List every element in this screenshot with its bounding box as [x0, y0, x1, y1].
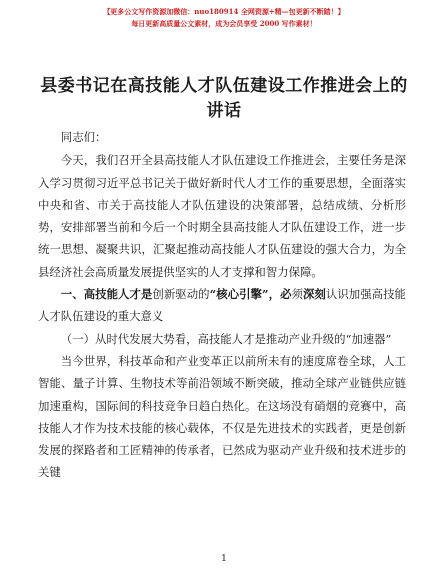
section-heading-part: 一、高技能人才是 [60, 287, 153, 302]
promo-banner-line-2: 每日更新高质量公文素材，成为会员享受 2000 写作素材！ [131, 19, 317, 28]
paragraph-intro: 今天，我们召开全县高技能人才队伍建设工作推进会，主要任务是深入学习贯彻习近平总书记关于做好新时代人才工作的重要思想，全面落实中央和省、市关于高技能人才队伍建设的决策部署，总结成绩、分析形势，安排部署当前和今后一个时期全县高技能人才队伍建设工作，进一步统一思想、凝聚共识，汇聚起推动高技能人才队伍建设的强大合力，为全县经济社会高质量发展提供坚实的人才支撑和智力保障。 [38, 153, 406, 279]
section-heading-part: 创新驱动的 [152, 287, 210, 302]
section-heading-part: 深刻 [302, 287, 326, 302]
section-heading-part: 须 [291, 287, 303, 302]
document-title: 县委书记在高技能人才队伍建设工作推进会上的讲话 [40, 76, 408, 121]
paragraph-body: 当今世界，科技革命和产业变革正以前所未有的速度席卷全球，人工智能、量子计算、生物技术等前沿领域不断突破，推动全球产业链供应链加速重构，国际间的科技竞争日趋白热化。在这场没有硝烟的竞赛中，高技能人才作为技术技能的核心载体，不仅是先进技术的实践者，更是创新发展的探路者和工匠精神的传承者，已然成为驱动产业升级和技术进步的关键 [38, 353, 406, 480]
page-number: 1 [221, 554, 227, 564]
section-heading-part: “核心引擎” [209, 287, 269, 302]
salutation: 同志们： [60, 130, 107, 144]
section-heading-1 [38, 283, 406, 328]
promo-banner-line-1: 【更多公文写作资源加微信：nuo180914 全网资源+精—包更新不断踏！】 [103, 7, 345, 16]
section-heading-part: ，必 [268, 287, 292, 302]
document-body [38, 126, 406, 484]
subsection-heading-1: （一）从时代发展大势看，高技能人才是推动产业升级的“加速器” [60, 331, 392, 346]
section-heading-part: 认识加强高技能人才队伍建设的重大意义 [38, 287, 406, 324]
promo-banner [0, 6, 448, 30]
